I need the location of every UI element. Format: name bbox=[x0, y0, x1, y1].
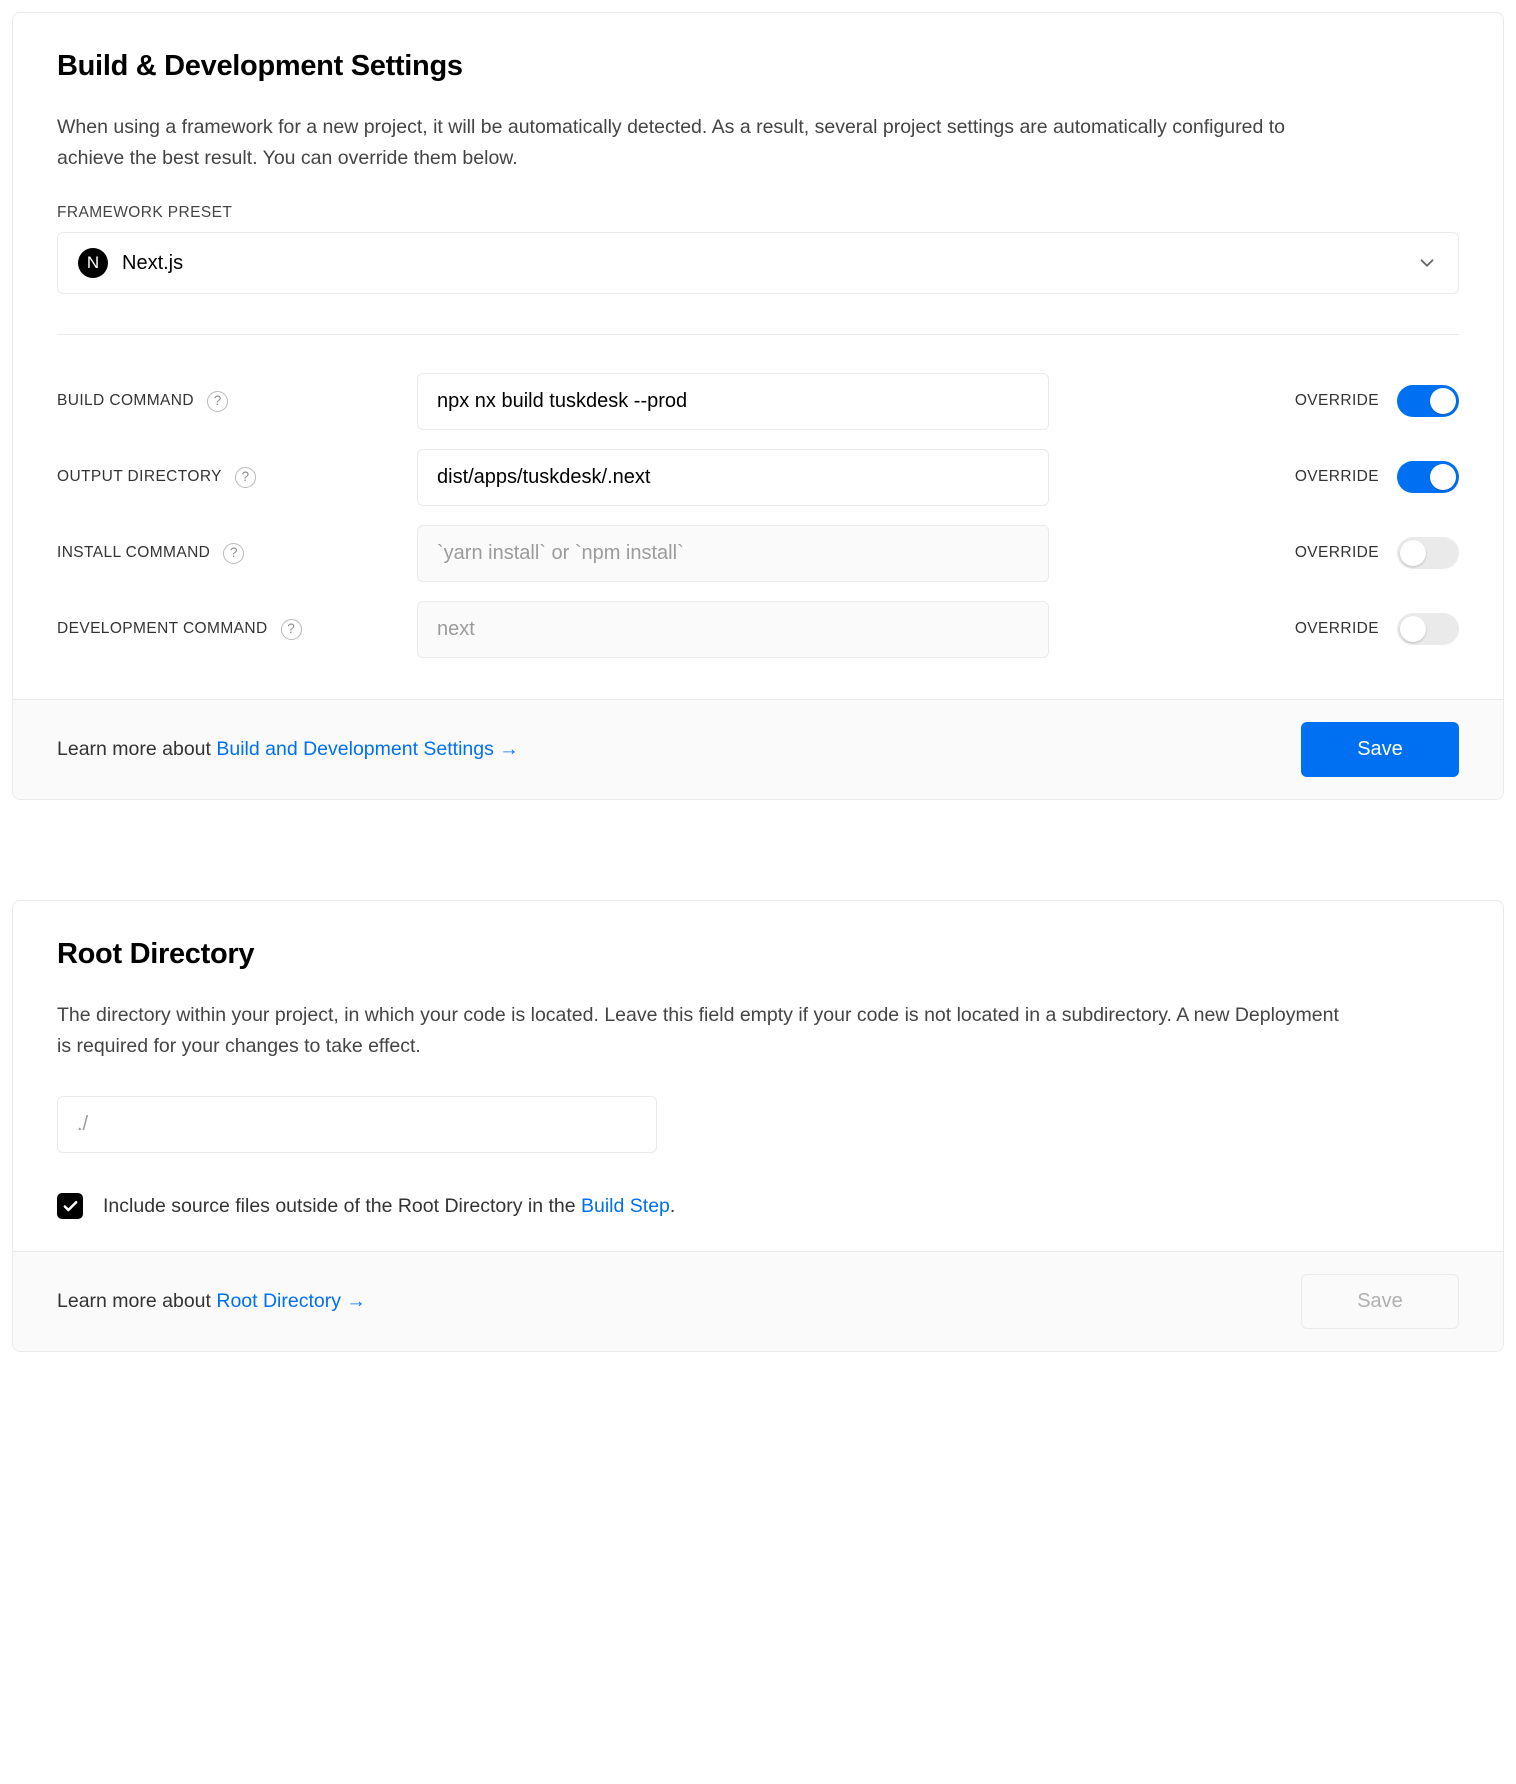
build-settings-save-button[interactable]: Save bbox=[1301, 722, 1459, 777]
check-icon bbox=[62, 1198, 79, 1215]
root-directory-learn-more bbox=[57, 1290, 366, 1313]
development-command-row bbox=[57, 591, 1459, 667]
development-command-override-group bbox=[1049, 613, 1459, 645]
root-directory-footer bbox=[13, 1251, 1503, 1351]
framework-preset-label: FRAMEWORK PRESET bbox=[57, 204, 233, 222]
nextjs-logo-icon: N bbox=[78, 248, 108, 278]
development-command-input bbox=[417, 601, 1049, 658]
install-command-override-group bbox=[1049, 537, 1459, 569]
install-command-input bbox=[417, 525, 1049, 582]
help-icon[interactable]: ? bbox=[207, 391, 228, 412]
output-directory-label-group bbox=[57, 467, 417, 488]
output-directory-row bbox=[57, 439, 1459, 515]
build-command-label: BUILD COMMAND bbox=[57, 392, 194, 410]
help-icon[interactable]: ? bbox=[223, 543, 244, 564]
build-settings-description: When using a framework for a new project, it will be automatically detected. As a result, several project settings are automatically configured to achieve the best result. You can override them below. bbox=[57, 115, 1286, 169]
include-source-files-text-prefix: Include source files outside of the Root Directory in the bbox=[103, 1194, 581, 1217]
toggle-knob bbox=[1430, 388, 1456, 414]
root-directory-doc-link[interactable]: Root Directory → bbox=[216, 1290, 366, 1313]
output-directory-override-group bbox=[1049, 461, 1459, 493]
toggle-knob bbox=[1430, 464, 1456, 490]
install-command-input-wrap bbox=[417, 525, 1049, 582]
output-directory-override-label: OVERRIDE bbox=[1294, 468, 1379, 486]
framework-preset-select[interactable] bbox=[57, 232, 1459, 294]
root-directory-title: Root Directory bbox=[57, 938, 255, 971]
toggle-knob bbox=[1400, 616, 1426, 642]
build-step-link[interactable]: Build Step bbox=[581, 1194, 670, 1217]
root-directory-description: The directory within your project, in which your code is located. Leave this field empty if your code is not located in a subdirectory. A new Deployment is required for your changes to take effect. bbox=[57, 1003, 1339, 1058]
root-directory-card bbox=[12, 900, 1504, 1352]
card-spacer bbox=[12, 800, 1504, 900]
include-source-files-row bbox=[57, 1193, 1459, 1219]
learn-more-prefix: Learn more about bbox=[57, 1290, 217, 1313]
build-command-input-wrap bbox=[417, 373, 1049, 430]
build-command-row bbox=[57, 363, 1459, 439]
development-command-input-wrap bbox=[417, 601, 1049, 658]
build-settings-learn-more bbox=[57, 738, 519, 761]
help-icon[interactable]: ? bbox=[281, 619, 302, 640]
section-divider bbox=[57, 334, 1459, 335]
build-command-input[interactable] bbox=[417, 373, 1049, 430]
output-directory-input[interactable] bbox=[417, 449, 1049, 506]
build-settings-body bbox=[13, 13, 1503, 699]
development-command-label: DEVELOPMENT COMMAND bbox=[57, 620, 268, 638]
output-directory-input-wrap bbox=[417, 449, 1049, 506]
toggle-knob bbox=[1400, 540, 1426, 566]
help-icon[interactable]: ? bbox=[235, 467, 256, 488]
build-settings-doc-link[interactable]: Build and Development Settings → bbox=[216, 738, 519, 761]
build-command-override-label: OVERRIDE bbox=[1294, 392, 1379, 410]
root-directory-save-button[interactable]: Save bbox=[1301, 1274, 1459, 1329]
learn-more-prefix: Learn more about bbox=[57, 738, 217, 761]
root-directory-body bbox=[13, 901, 1503, 1251]
include-source-files-text-suffix: . bbox=[669, 1194, 676, 1217]
build-command-label-group bbox=[57, 391, 417, 412]
development-command-override-label: OVERRIDE bbox=[1294, 620, 1379, 638]
build-settings-footer bbox=[13, 699, 1503, 799]
build-settings-card bbox=[12, 12, 1504, 800]
install-command-override-label: OVERRIDE bbox=[1294, 544, 1379, 562]
development-command-label-group bbox=[57, 619, 417, 640]
build-settings-title: Build & Development Settings bbox=[57, 50, 463, 82]
include-source-files-label bbox=[103, 1195, 675, 1218]
install-command-label-group bbox=[57, 543, 417, 564]
build-command-override-group bbox=[1049, 385, 1459, 417]
include-source-files-checkbox[interactable] bbox=[57, 1193, 83, 1219]
root-directory-input-wrap bbox=[57, 1096, 657, 1153]
install-command-label: INSTALL COMMAND bbox=[57, 544, 211, 562]
output-directory-label: OUTPUT DIRECTORY bbox=[57, 468, 222, 486]
build-command-override-toggle[interactable] bbox=[1397, 385, 1459, 417]
install-command-override-toggle[interactable] bbox=[1397, 537, 1459, 569]
chevron-down-icon bbox=[1416, 252, 1438, 274]
install-command-row bbox=[57, 515, 1459, 591]
output-directory-override-toggle[interactable] bbox=[1397, 461, 1459, 493]
root-directory-input[interactable] bbox=[57, 1096, 657, 1153]
framework-preset-value: Next.js bbox=[122, 251, 184, 274]
development-command-override-toggle[interactable] bbox=[1397, 613, 1459, 645]
